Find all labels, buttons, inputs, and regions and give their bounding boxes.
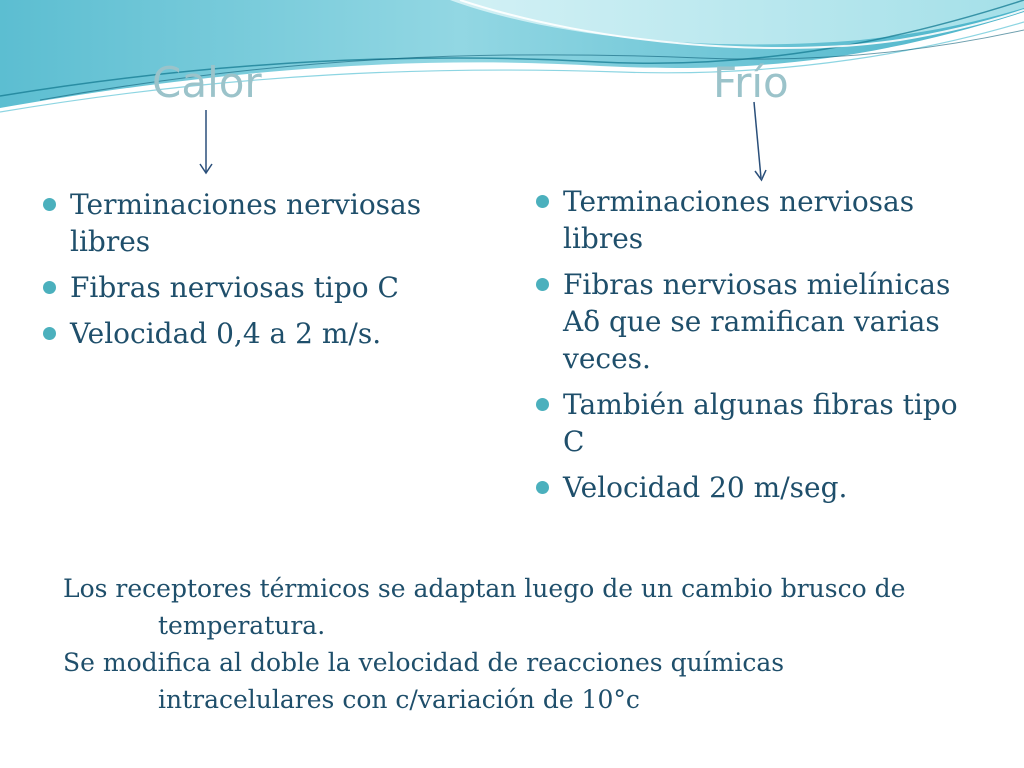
calor-list (40, 186, 460, 361)
frio-list (533, 183, 973, 515)
arrow-down-icon (748, 100, 772, 184)
list-item: También algunas fibras tipo C (533, 386, 973, 460)
note-reaction-speed: Se modifica al doble la velocidad de reacciones químicas intracelulares con c/variación de 10°c (63, 648, 785, 714)
list-item: Terminaciones nerviosas libres (40, 186, 460, 260)
list-item: Fibras nerviosas tipo C (40, 269, 460, 306)
list-item: Terminaciones nerviosas libres (533, 183, 973, 257)
note-adaptation: Los receptores térmicos se adaptan luego de un cambio brusco de temperatura. (63, 574, 906, 640)
list-item: Velocidad 20 m/seg. (533, 469, 973, 506)
arrow-down-icon (196, 108, 216, 178)
title-calor: Calor (152, 58, 262, 107)
list-item: Velocidad 0,4 a 2 m/s. (40, 315, 460, 352)
footer-notes (63, 570, 963, 718)
title-frio: Frío (713, 58, 789, 107)
list-item: Fibras nerviosas mielínicas Aδ que se ramifican varias veces. (533, 266, 973, 377)
